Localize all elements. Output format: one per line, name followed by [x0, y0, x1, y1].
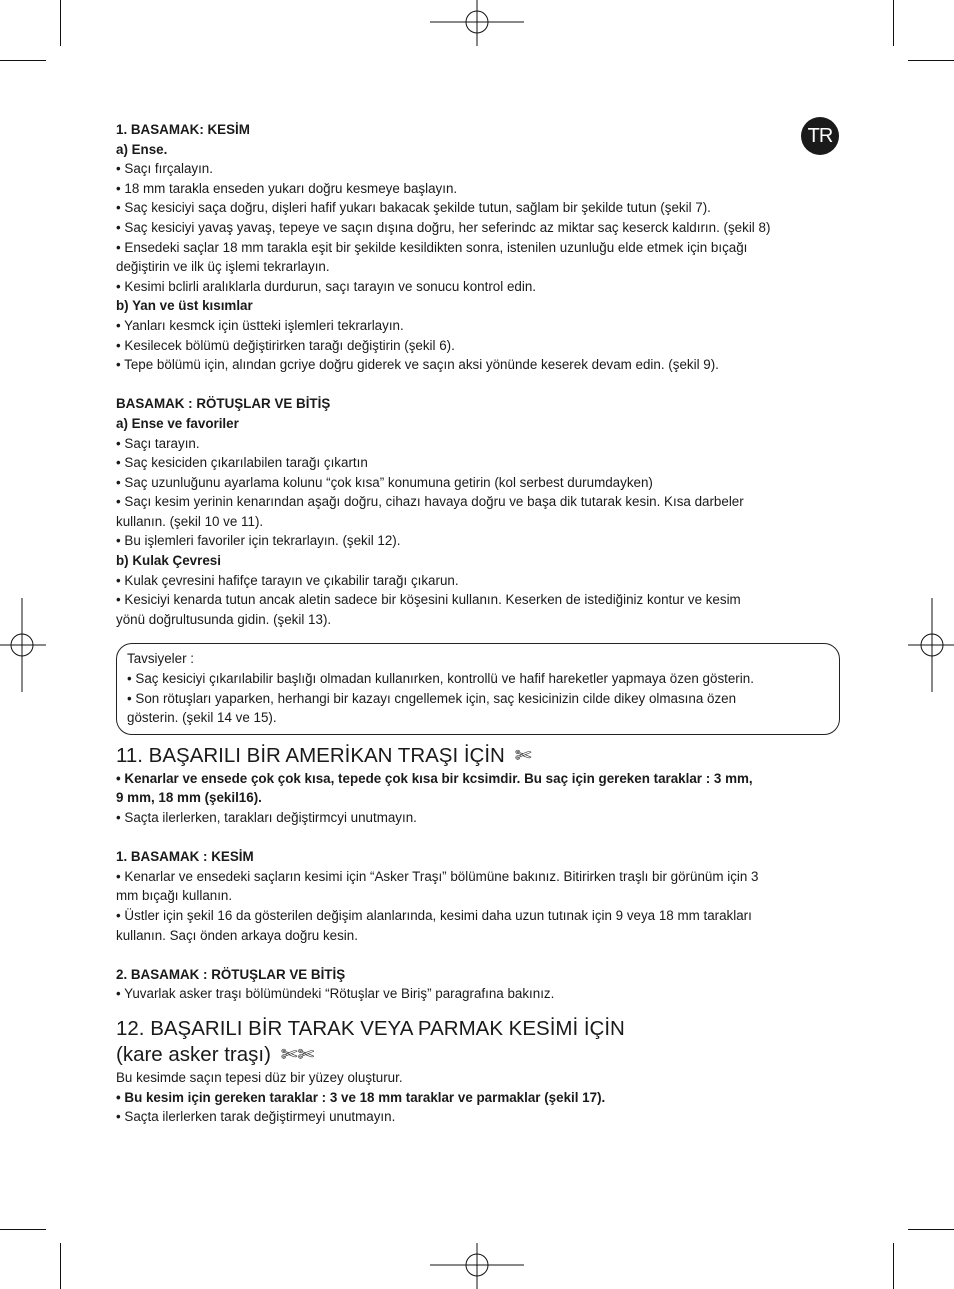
- bold-line: 9 mm, 18 mm (şekil16).: [116, 790, 262, 806]
- registration-mark-left: [0, 598, 46, 692]
- list-item: • Saçı kesim yerinin kenarından aşağı doğru, cihazı havaya doğru ve başa dik tutarak kesin. Kısa darbeler: [116, 494, 744, 510]
- section-title: BASAMAK : RÖTUŞLAR VE BİTİŞ: [116, 396, 331, 412]
- list-item: • Kenarlar ve ensedeki saçların kesimi için “Asker Traşı” bölümüne bakınız. Bitirirken traşlı bir görünüm için 3: [116, 868, 759, 884]
- heading-text: (kare asker traşı): [116, 1042, 271, 1066]
- body-line: • Saçta ilerlerken tarak değiştirmeyi unutmayın.: [116, 1109, 396, 1125]
- list-item: • Üstler için şekil 16 da gösterilen değişim alanlarında, kesimi daha uzun tutınak için 9 veya 18 mm tarakları: [116, 907, 752, 923]
- crop-mark: [60, 0, 61, 46]
- list-item: • 18 mm tarakla enseden yukarı doğru kesmeye başlayın.: [116, 180, 458, 196]
- list-item: • Tepe bölümü için, alından gcriye doğru giderek ve saçın aksi yönünde keserek devam edin. (şekil 9).: [116, 357, 719, 373]
- list-item: • Saçı fırçalayın.: [116, 161, 213, 177]
- section-heading: 12. BAŞARILI BİR TARAK VEYA PARMAK KESİMİ İÇİN: [116, 1016, 625, 1040]
- list-item: • Kesiciyi kenarda tutun ancak aletin sadece bir köşesini kullanın. Keserken de istediğiniz kontur ve kesim: [116, 592, 741, 608]
- page-content: [116, 120, 840, 1127]
- crop-mark: [908, 60, 954, 61]
- crop-mark: [893, 1243, 894, 1289]
- crop-mark: [60, 1243, 61, 1289]
- list-item: • Saç uzunluğunu ayarlama kolunu “çok kısa” konumuna getirin (kol serbest durumdayken): [116, 474, 653, 490]
- tip-item: gösterin. (şekil 14 ve 15).: [127, 710, 277, 726]
- section-heading: [116, 743, 840, 769]
- subsection-title: b) Kulak Çevresi: [116, 553, 221, 569]
- subsection-title: a) Ense ve favoriler: [116, 415, 239, 431]
- list-item: • Saç kesiciyi yavaş yavaş, tepeye ve saçın dışına doğru, her seferindc az miktar saç keserck kaldırın. (şekil 8): [116, 219, 771, 235]
- list-item: kullanın. Saçı önden arkaya doğru kesin.: [116, 927, 358, 943]
- list-item: • Kulak çevresini hafifçe tarayın ve çıkabilir tarağı çıkarun.: [116, 572, 459, 588]
- tips-title: Tavsiyeler :: [127, 651, 194, 667]
- section-heading-line2: [116, 1042, 840, 1068]
- tips-box: [116, 643, 840, 734]
- subsection-title: a) Ense.: [116, 141, 168, 157]
- list-item: • Saç kesiciden çıkarılabilen tarağı çıkartın: [116, 455, 368, 471]
- registration-mark-right: [908, 598, 954, 692]
- list-item: • Bu işlemleri favoriler için tekrarlayın. (şekil 12).: [116, 533, 401, 549]
- section-title: 1. BASAMAK : KESİM: [116, 849, 254, 865]
- list-item: kullanın. (şekil 10 ve 11).: [116, 513, 264, 529]
- list-item: • Yanları kesmck için üstteki işlemleri tekrarlayın.: [116, 317, 404, 333]
- list-item: değiştirin ve ilk üç işlemi tekrarlayın.: [116, 259, 330, 275]
- section-title: 2. BASAMAK : RÖTUŞLAR VE BİTİŞ: [116, 966, 346, 982]
- crop-mark: [0, 1229, 46, 1230]
- bold-line: • Bu kesim için gereken taraklar : 3 ve 18 mm taraklar ve parmaklar (şekil 17).: [116, 1089, 606, 1105]
- language-badge: TR: [801, 117, 839, 155]
- heading-text: 11. BAŞARILI BİR AMERİKAN TRAŞI İÇİN: [116, 743, 505, 767]
- scissors-icon: ✄: [514, 744, 532, 767]
- body-line: Bu kesimde saçın tepesi düz bir yüzey oluşturur.: [116, 1069, 403, 1085]
- crop-mark: [893, 0, 894, 46]
- list-item: • Saçı tarayın.: [116, 435, 200, 451]
- tip-item: • Saç kesiciyi çıkarılabilir başlığı olmadan kullanırken, kontrollü ve hafif hareketler yapmaya özen gösterin.: [127, 671, 754, 687]
- note-line: • Saçta ilerlerken, tarakları değiştirmcyi unutmayın.: [116, 810, 417, 825]
- list-item: • Ensedeki saçlar 18 mm tarakla eşit bir şekilde kesildikten sonra, istenilen uzunluğu elde etmek için bıçağı: [116, 239, 748, 255]
- list-item: • Kesimi bclirli aralıklarla durdurun, saçı tarayın ve sonucu kontrol edin.: [116, 278, 536, 294]
- list-item: • Kesilecek bölümü değiştirirken tarağı değiştirin (şekil 6).: [116, 337, 455, 353]
- registration-mark-bottom: [430, 1243, 524, 1289]
- tip-item: • Son rötuşları yaparken, herhangi bir kazayı cngellemek için, saç kesicinizin cilde dikey olmasına özen: [127, 690, 737, 706]
- subsection-title: b) Yan ve üst kısımlar: [116, 298, 253, 314]
- crop-mark: [908, 1229, 954, 1230]
- registration-mark-top: [430, 0, 524, 46]
- section-title: 1. BASAMAK: KESİM: [116, 122, 250, 137]
- double-scissors-icon: ✄✄: [280, 1043, 315, 1066]
- crop-mark: [0, 60, 46, 61]
- list-item: • Yuvarlak asker traşı bölümündeki “Rötuşlar ve Biriş” paragrafına bakınız.: [116, 986, 555, 1002]
- list-item: yönü doğrultusunda gidin. (şekil 13).: [116, 611, 332, 627]
- list-item: • Saç kesiciyi saça doğru, dişleri hafif yukarı bakacak şekilde tutun, sağlam bir şekilde tutun (şekil 7).: [116, 200, 711, 216]
- list-item: mm bıçağı kullanın.: [116, 888, 233, 904]
- bold-line: • Kenarlar ve ensede çok çok kısa, tepede çok kısa bir kcsimdir. Bu saç için gereken taraklar : 3 mm,: [116, 770, 753, 786]
